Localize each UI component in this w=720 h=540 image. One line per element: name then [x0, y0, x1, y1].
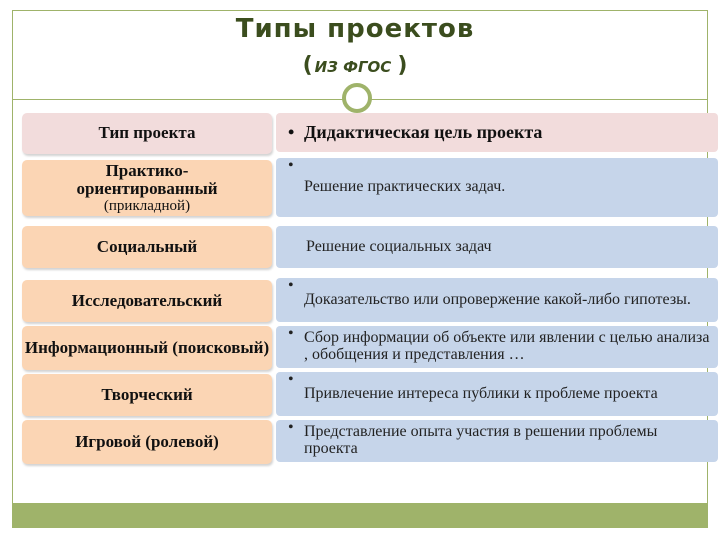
- type-cell-game: Игровой (ролевой): [22, 420, 272, 464]
- slide-title: Типы проектов: [235, 14, 475, 44]
- subtitle-text: ИЗ ФГОС: [314, 58, 392, 76]
- goal-cell: [276, 372, 718, 416]
- circle-ornament-icon: [342, 83, 372, 113]
- goal-cell: [276, 278, 718, 322]
- type-label-line2: ориентированный: [76, 178, 218, 198]
- bullet-icon: •: [288, 371, 294, 388]
- bullet-icon: •: [288, 419, 294, 436]
- type-cell-information: Информационный (поисковый): [22, 326, 272, 370]
- header-goal-label: Дидактическая цель проекта: [304, 121, 543, 142]
- subtitle-open-paren: (: [302, 53, 313, 78]
- goal-text: Представление опыта участия в решении проблемы проекта: [304, 423, 658, 457]
- footer-bar: [12, 503, 708, 527]
- type-cell-practical: [22, 160, 272, 216]
- goal-cell: [276, 326, 718, 368]
- goal-text: Доказательство или опровержение какой-либо гипотезы.: [304, 290, 691, 308]
- type-label-line1: Практико-: [105, 160, 189, 180]
- goal-text: Привлечение интереса публики к проблеме проекта: [304, 384, 658, 402]
- goal-text: Решение социальных задач: [306, 237, 492, 255]
- type-cell-creative: Творческий: [22, 374, 272, 416]
- header-type-cell: Тип проекта: [22, 113, 272, 154]
- goal-cell: [276, 420, 718, 462]
- type-cell-research: Исследовательский: [22, 280, 272, 322]
- bullet-icon: •: [288, 277, 294, 294]
- bullet-icon: •: [288, 121, 295, 142]
- slide-subtitle: [0, 53, 710, 78]
- goal-cell: [276, 226, 718, 268]
- header-goal-cell: [276, 113, 718, 152]
- subtitle-close-paren: ): [397, 53, 408, 78]
- bullet-icon: •: [288, 157, 294, 174]
- bullet-icon: •: [288, 325, 294, 342]
- goal-text: Сбор информации об объекте или явлении с целью анализа , обобщения и представления …: [304, 329, 710, 363]
- goal-text: Решение практических задач.: [304, 178, 506, 196]
- goal-cell: [276, 158, 718, 217]
- type-label-line3: (прикладной): [103, 198, 191, 215]
- type-cell-social: Социальный: [22, 226, 272, 268]
